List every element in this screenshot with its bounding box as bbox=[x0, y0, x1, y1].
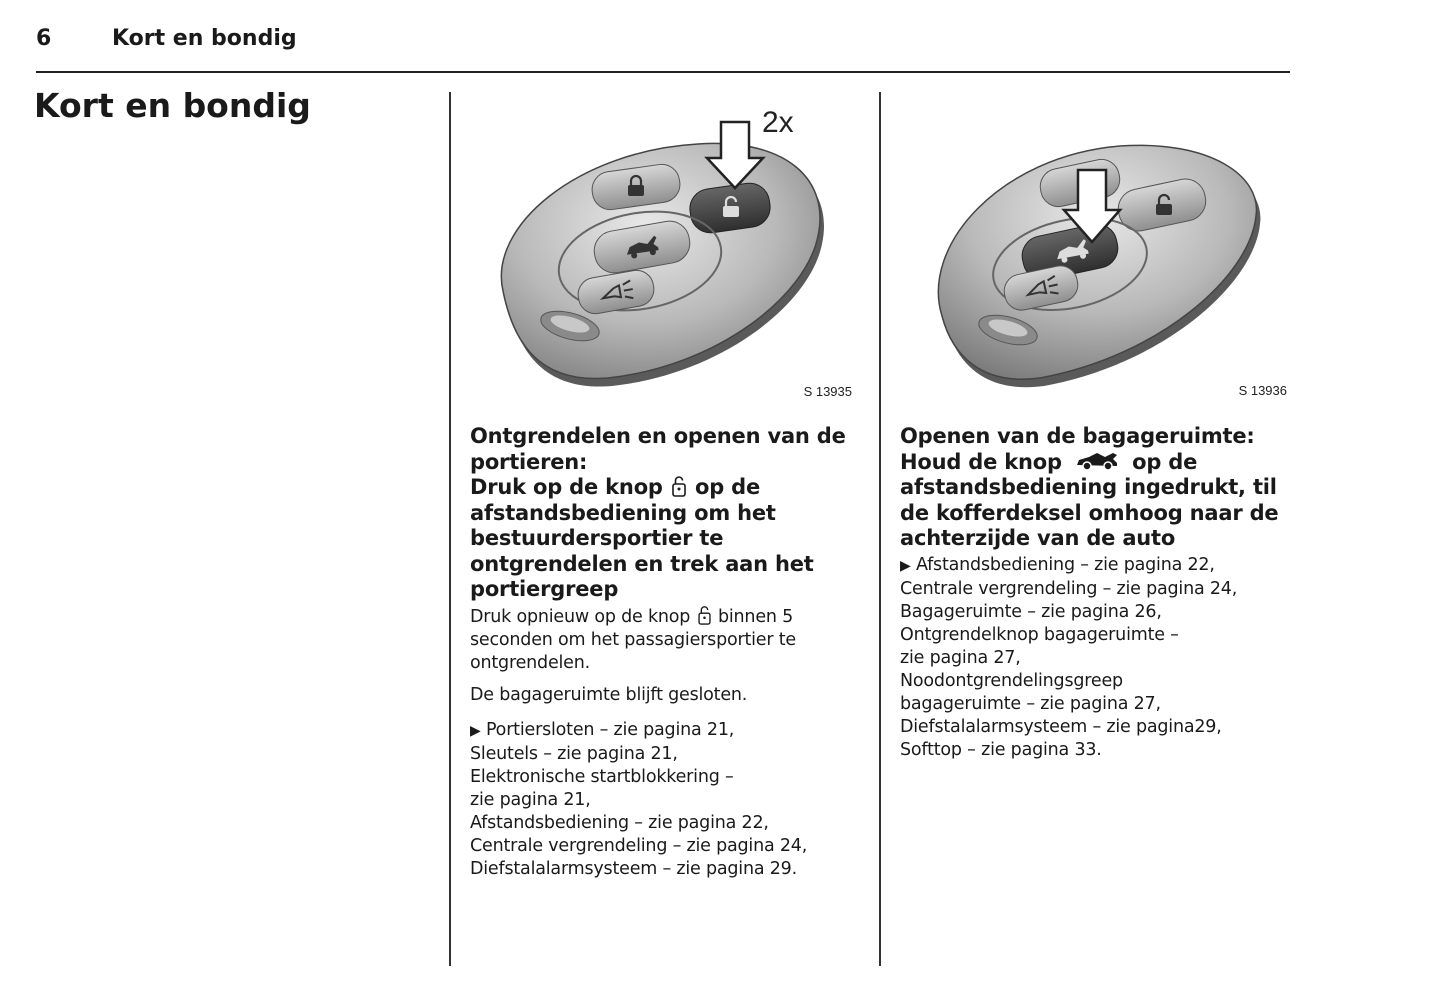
cross-reference[interactable]: Diefstalalarmsysteem – zie pagina 29. bbox=[470, 858, 797, 879]
cross-reference[interactable]: Diefstalalarmsysteem – zie pagina29, bbox=[900, 716, 1222, 737]
instruction-heading: Druk op de knop op de afstandsbediening om het bestuurdersportier te ontgrendelen en trek aan het portiergreep bbox=[470, 475, 814, 601]
body-paragraph: De bagageruimte blijft gesloten. bbox=[470, 684, 748, 705]
instruction-heading: Houd de knop op de afstandsbediening ingedrukt, til de kofferdeksel omhoog naar de achterzijde van de auto bbox=[900, 449, 1279, 550]
cross-reference[interactable]: Sleutels – zie pagina 21, bbox=[470, 743, 678, 764]
remote-key-figure-trunk bbox=[890, 86, 1290, 416]
unlock-icon bbox=[672, 475, 686, 497]
trunk-instructions bbox=[900, 424, 1310, 762]
cross-reference[interactable]: Ontgrendelknop bagageruimte – bbox=[900, 624, 1179, 645]
reference-arrow-icon: ▶ bbox=[470, 722, 481, 739]
cross-reference[interactable]: Afstandsbediening – zie pagina 22, bbox=[470, 812, 769, 833]
cross-reference[interactable]: Afstandsbediening – zie pagina 22, bbox=[915, 554, 1215, 575]
cross-reference[interactable]: bagageruimte – zie pagina 27, bbox=[900, 693, 1161, 714]
unlock-instructions bbox=[470, 424, 880, 881]
reference-arrow-icon: ▶ bbox=[900, 557, 911, 574]
page-number: 6 bbox=[36, 26, 52, 51]
cross-reference[interactable]: Bagageruimte – zie pagina 26, bbox=[900, 601, 1162, 622]
remote-key-illustration bbox=[890, 86, 1290, 416]
cross-reference[interactable]: Elektronische startblokkering – bbox=[470, 766, 734, 787]
remote-key-figure-unlock bbox=[458, 86, 858, 416]
cross-reference[interactable]: Softtop – zie pagina 33. bbox=[900, 739, 1102, 760]
column-divider-left bbox=[449, 92, 451, 966]
cross-reference-list bbox=[900, 554, 1310, 762]
cross-reference[interactable]: zie pagina 27, bbox=[900, 647, 1021, 668]
cross-reference[interactable]: Centrale vergrendeling – zie pagina 24, bbox=[900, 578, 1238, 599]
figure-code: S 13936 bbox=[1238, 383, 1287, 398]
section-heading: Openen van de bagageruimte: bbox=[900, 424, 1255, 448]
cross-reference[interactable]: Noodontgrendelingsgreep bbox=[900, 670, 1123, 691]
header-rule bbox=[36, 71, 1290, 73]
section-heading: Ontgrendelen en openen van de portieren: bbox=[470, 424, 846, 474]
cross-reference[interactable]: zie pagina 21, bbox=[470, 789, 591, 810]
trunk-car-icon bbox=[1075, 451, 1119, 471]
cross-reference[interactable]: Centrale vergrendeling – zie pagina 24, bbox=[470, 835, 808, 856]
cross-reference-list bbox=[470, 719, 880, 881]
figure-code: S 13935 bbox=[803, 384, 852, 399]
press-count-label: 2x bbox=[762, 106, 794, 139]
running-header-title: Kort en bondig bbox=[112, 26, 297, 51]
cross-reference[interactable]: Portiersloten – zie pagina 21, bbox=[485, 719, 735, 740]
unlock-icon bbox=[698, 605, 711, 625]
body-paragraph: Druk opnieuw op de knop binnen 5 seconden om het passagiersportier te ontgrendelen. bbox=[470, 606, 796, 673]
chapter-title: Kort en bondig bbox=[34, 86, 311, 125]
remote-key-illustration bbox=[458, 86, 858, 416]
